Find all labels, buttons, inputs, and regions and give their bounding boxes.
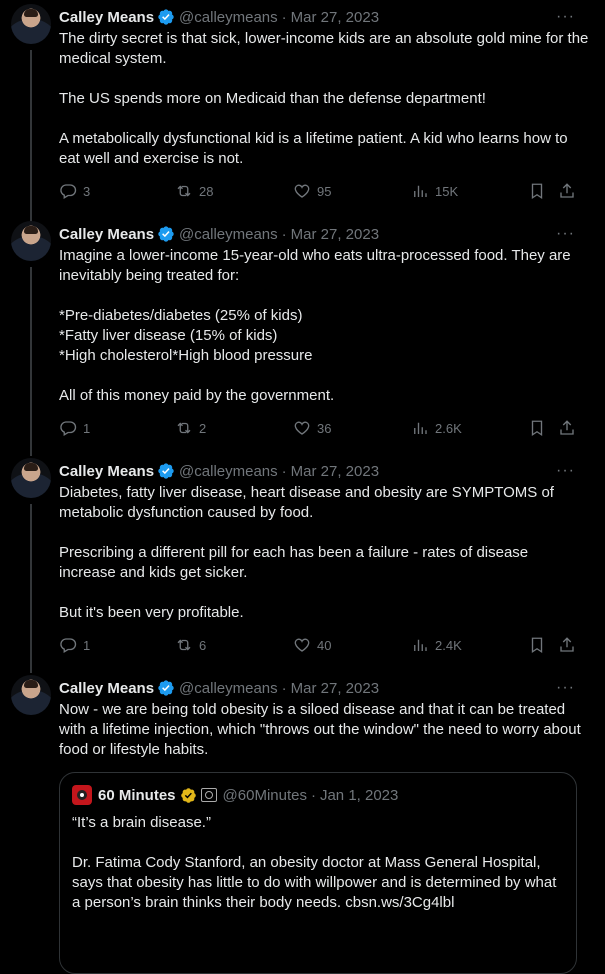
tweet-header	[59, 224, 379, 244]
bookmark-icon	[528, 419, 546, 437]
quoted-tweet[interactable]	[59, 772, 577, 974]
more-options-button[interactable]: ···	[556, 8, 575, 25]
like-button[interactable]	[293, 418, 331, 438]
quoted-tweet-date[interactable]: Jan 1, 2023	[319, 786, 399, 804]
tweet-paragraph: All of this money paid by the government.	[59, 387, 335, 404]
separator: ·	[281, 462, 287, 480]
author-handle[interactable]: @calleymeans	[179, 462, 278, 480]
share-button[interactable]	[558, 635, 576, 655]
quoted-paragraph: “It’s a brain disease.”	[72, 814, 211, 831]
quoted-paragraph: Dr. Fatima Cody Stanford, an obesity doctor at Mass General Hospital, says that obesity has little to do with willpower and is determined by what a person’s brain thinks their body needs. cbsn.ws/3Cg4lbl	[72, 854, 557, 911]
tweet-date[interactable]: Mar 27, 2023	[290, 462, 380, 480]
reply-button[interactable]	[59, 635, 90, 655]
repost-icon	[175, 182, 193, 200]
author-handle[interactable]: @calleymeans	[179, 225, 278, 243]
repost-button[interactable]	[175, 418, 206, 438]
tweet-paragraph: *High cholesterol*High blood pressure	[59, 347, 313, 364]
bookmark-icon	[528, 636, 546, 654]
views-button[interactable]	[411, 635, 462, 655]
action-bar	[59, 635, 589, 655]
reply-button[interactable]	[59, 181, 90, 201]
share-button[interactable]	[558, 181, 576, 201]
tweet-paragraph: But it's been very profitable.	[59, 604, 244, 621]
tweet-paragraph: The dirty secret is that sick, lower-income kids are an absolute gold mine for the medical system.	[59, 30, 589, 67]
tweet[interactable]	[0, 454, 605, 664]
tweet-paragraph: *Fatty liver disease (15% of kids)	[59, 327, 278, 344]
reply-count: 1	[83, 420, 91, 436]
tweet-text	[59, 246, 589, 406]
tweet-paragraph: Imagine a lower-income 15-year-old who eats ultra-processed food. They are inevitably being treated for:	[59, 247, 571, 284]
share-button[interactable]	[558, 418, 576, 438]
reply-icon	[59, 636, 77, 654]
author-handle[interactable]: @calleymeans	[179, 8, 278, 26]
tweet-paragraph: Now - we are being told obesity is a siloed disease and that it can be treated with a lifetime injection, which "throws out the window" the need to worry about food or lifestyle habits.	[59, 701, 581, 758]
reply-count: 3	[83, 183, 91, 199]
author-name[interactable]: Calley Means	[59, 8, 155, 26]
view-count: 2.4K	[435, 637, 462, 653]
reply-icon	[59, 419, 77, 437]
separator: ·	[281, 8, 287, 26]
view-count: 15K	[435, 183, 459, 199]
author-handle[interactable]: @calleymeans	[179, 679, 278, 697]
avatar[interactable]	[11, 221, 51, 261]
avatar[interactable]	[11, 675, 51, 715]
heart-icon	[293, 182, 311, 200]
tweet-header	[59, 678, 379, 698]
analytics-icon	[411, 636, 429, 654]
bookmark-button[interactable]	[528, 635, 546, 655]
repost-count: 2	[199, 420, 207, 436]
author-name[interactable]: Calley Means	[59, 462, 155, 480]
tweet-paragraph: A metabolically dysfunctional kid is a lifetime patient. A kid who learns how to eat well and exercise is not.	[59, 130, 568, 167]
repost-button[interactable]	[175, 181, 213, 201]
separator: ·	[310, 786, 316, 804]
share-icon	[558, 182, 576, 200]
tweet-header	[59, 461, 379, 481]
bookmark-button[interactable]	[528, 418, 546, 438]
more-options-button[interactable]: ···	[556, 462, 575, 479]
avatar[interactable]	[11, 458, 51, 498]
tweet-date[interactable]: Mar 27, 2023	[290, 8, 380, 26]
more-options-button[interactable]: ···	[556, 679, 575, 696]
author-name[interactable]: Calley Means	[59, 225, 155, 243]
tweet[interactable]	[0, 217, 605, 447]
views-button[interactable]	[411, 181, 458, 201]
quoted-author-handle[interactable]: @60Minutes	[222, 786, 307, 804]
action-bar	[59, 181, 589, 201]
tweet-date[interactable]: Mar 27, 2023	[290, 225, 380, 243]
separator: ·	[281, 225, 287, 243]
avatar[interactable]	[11, 4, 51, 44]
verified-badge-icon	[157, 225, 175, 243]
tweet[interactable]	[0, 671, 605, 928]
like-count: 40	[317, 637, 332, 653]
tweet-paragraph: Prescribing a different pill for each has been a failure - rates of disease increase and kids get sicker.	[59, 544, 529, 581]
heart-icon	[293, 636, 311, 654]
bookmark-button[interactable]	[528, 181, 546, 201]
like-button[interactable]	[293, 635, 331, 655]
tweet-paragraph: The US spends more on Medicaid than the defense department!	[59, 90, 486, 107]
tweet-text	[59, 29, 589, 169]
separator: ·	[281, 679, 287, 697]
like-count: 95	[317, 183, 332, 199]
bookmark-icon	[528, 182, 546, 200]
quoted-author-name[interactable]: 60 Minutes	[98, 786, 176, 804]
tweet[interactable]	[0, 0, 605, 210]
reply-count: 1	[83, 637, 91, 653]
tweet-paragraph: Diabetes, fatty liver disease, heart disease and obesity are SYMPTOMS of metabolic dysfunction caused by food.	[59, 484, 554, 521]
analytics-icon	[411, 182, 429, 200]
quoted-tweet-text	[72, 813, 567, 913]
cbs-eye-logo-icon[interactable]	[72, 785, 92, 805]
more-options-button[interactable]: ···	[556, 225, 575, 242]
views-button[interactable]	[411, 418, 462, 438]
analytics-icon	[411, 419, 429, 437]
repost-count: 6	[199, 637, 207, 653]
repost-button[interactable]	[175, 635, 206, 655]
action-bar	[59, 418, 589, 438]
repost-count: 28	[199, 183, 214, 199]
tweet-header	[59, 7, 379, 27]
author-name[interactable]: Calley Means	[59, 679, 155, 697]
verified-gold-badge-icon	[180, 787, 197, 804]
verified-badge-icon	[157, 679, 175, 697]
repost-icon	[175, 419, 193, 437]
tweet-text	[59, 700, 589, 760]
reply-icon	[59, 182, 77, 200]
share-icon	[558, 636, 576, 654]
like-count: 36	[317, 420, 332, 436]
verified-badge-icon	[157, 462, 175, 480]
tweet-date[interactable]: Mar 27, 2023	[290, 679, 380, 697]
like-button[interactable]	[293, 181, 331, 201]
verified-badge-icon	[157, 8, 175, 26]
reply-button[interactable]	[59, 418, 90, 438]
quoted-tweet-header	[72, 785, 398, 805]
tweet-paragraph: *Pre-diabetes/diabetes (25% of kids)	[59, 307, 303, 324]
repost-icon	[175, 636, 193, 654]
tweet-text	[59, 483, 589, 623]
view-count: 2.6K	[435, 420, 462, 436]
heart-icon	[293, 419, 311, 437]
affiliate-badge-icon	[201, 788, 217, 802]
share-icon	[558, 419, 576, 437]
